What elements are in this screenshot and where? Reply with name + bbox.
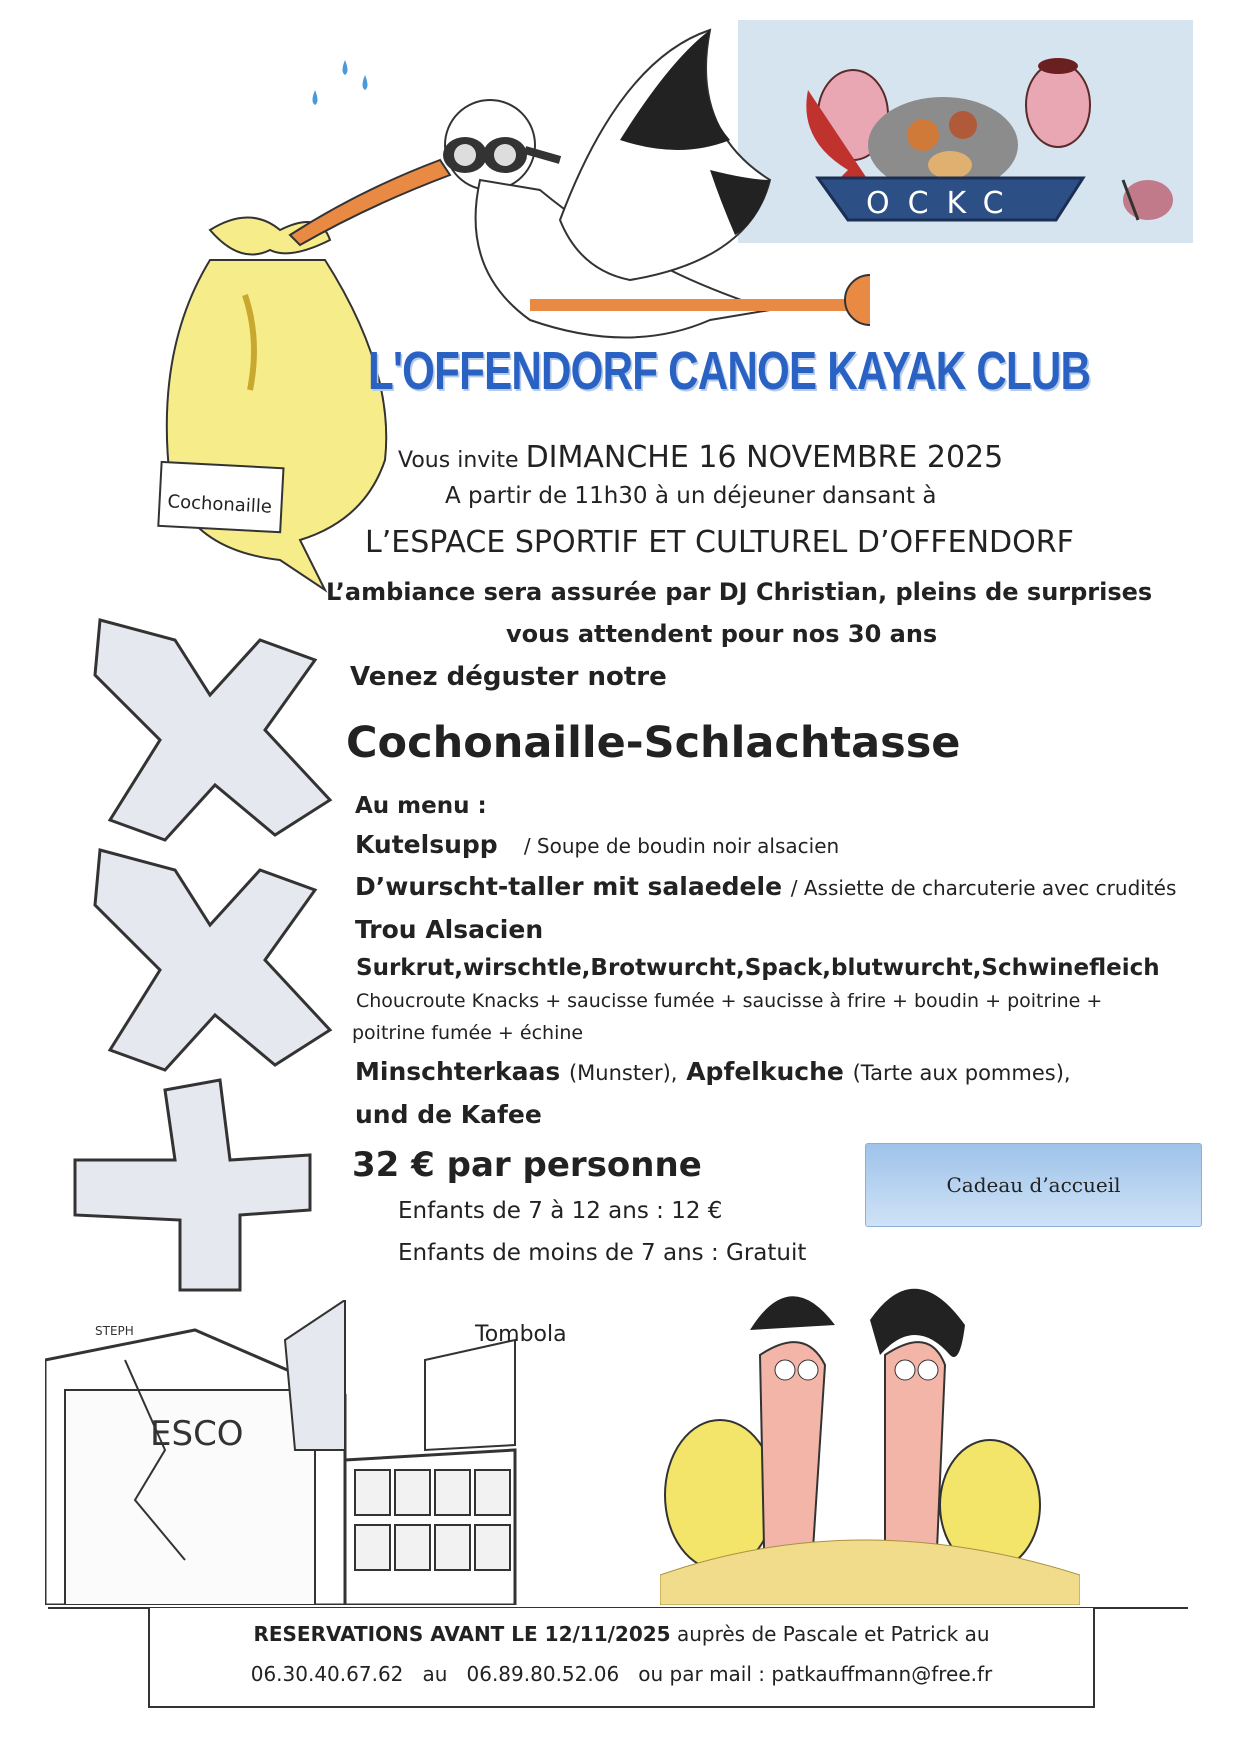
menu-item-surkrut: Surkrut,wirschtle,Brotwurcht,Spack,blutwurcht,Schwinefleich xyxy=(356,955,1160,981)
phone-separator: au xyxy=(422,1662,448,1686)
reservation-deadline: RESERVATIONS AVANT LE 12/11/2025 xyxy=(253,1622,671,1646)
stork-illustration xyxy=(150,20,870,610)
venez-line: Venez déguster notre xyxy=(350,662,667,692)
menu-heading: Au menu : xyxy=(355,793,487,819)
mail-label: ou par mail : xyxy=(638,1662,766,1686)
menu-item-note: / Soupe de boudin noir alsacien xyxy=(523,834,840,858)
start-time-line: A partir de 11h30 à un déjeuner dansant à xyxy=(445,483,937,509)
bag-sign-text: Cochonaille xyxy=(167,491,273,518)
menu-item-choucroute-line-1: Choucroute Knacks + saucisse fumée + saucisse à frire + boudin + poitrine + xyxy=(356,990,1103,1012)
artist-signature: STEPH xyxy=(95,1324,134,1338)
tombola-label: Tombola xyxy=(475,1322,567,1347)
xxx-letters-illustration xyxy=(45,600,365,1300)
price-kids: Enfants de 7 à 12 ans : 12 € xyxy=(398,1198,723,1224)
esco-sign: ESCO xyxy=(150,1414,244,1454)
club-title: L'OFFENDORF CANOE KAYAK CLUB xyxy=(368,341,1091,401)
xxx-letters-drawing xyxy=(45,600,365,1300)
boat-label: OCKC xyxy=(866,186,1022,221)
gift-label: Cadeau d’accueil xyxy=(946,1173,1121,1197)
menu-item-note: / Assiette de charcuterie avec crudités xyxy=(790,876,1177,900)
menu-item-name: D’wurscht-taller mit salaedele xyxy=(355,872,783,901)
ambiance-line-1: L’ambiance sera assurée par DJ Christian, pleins de surprises xyxy=(326,578,1153,606)
venue-line: L’ESPACE SPORTIF ET CULTUREL D’OFFENDORF xyxy=(365,525,1074,560)
event-date: DIMANCHE 16 NOVEMBRE 2025 xyxy=(525,440,1004,475)
ambiance-line-2: vous attendent pour nos 30 ans xyxy=(506,620,938,648)
sausages-drawing xyxy=(660,1275,1080,1605)
price-adult: 32 € par personne xyxy=(352,1145,702,1185)
reservation-line-1 xyxy=(150,1622,1093,1646)
menu-item-note: (Munster), xyxy=(568,1061,678,1085)
invite-prefix: Vous invite xyxy=(398,448,519,473)
menu-item-name: Minschterkaas xyxy=(355,1057,561,1086)
dish-title: Cochonaille-Schlachtasse xyxy=(346,718,961,768)
menu-item-name: Apfelkuche xyxy=(686,1057,844,1086)
price-free: Enfants de moins de 7 ans : Gratuit xyxy=(398,1240,807,1266)
email-link[interactable]: patkauffmann@free.fr xyxy=(771,1662,993,1686)
menu-item-trou: Trou Alsacien xyxy=(355,915,544,944)
menu-item-choucroute-line-2: poitrine fumée + échine xyxy=(352,1022,584,1044)
reservation-box xyxy=(148,1608,1095,1708)
menu-item-note: (Tarte aux pommes), xyxy=(852,1061,1071,1085)
phone-2[interactable]: 06.89.80.52.06 xyxy=(466,1662,620,1686)
reservation-contacts: auprès de Pascale et Patrick au xyxy=(676,1622,990,1646)
invite-line xyxy=(398,440,1003,475)
menu-item-kafee: und de Kafee xyxy=(355,1100,542,1129)
stork-drawing xyxy=(150,20,870,610)
menu-item-wurscht xyxy=(355,872,1176,901)
sausages-illustration xyxy=(660,1275,1080,1605)
reservation-line-2 xyxy=(150,1662,1093,1686)
menu-item-kutelsupp xyxy=(355,830,839,859)
gift-badge xyxy=(865,1143,1202,1227)
menu-item-name: Kutelsupp xyxy=(355,830,498,859)
phone-1[interactable]: 06.30.40.67.62 xyxy=(250,1662,404,1686)
menu-item-desserts xyxy=(355,1057,1071,1086)
